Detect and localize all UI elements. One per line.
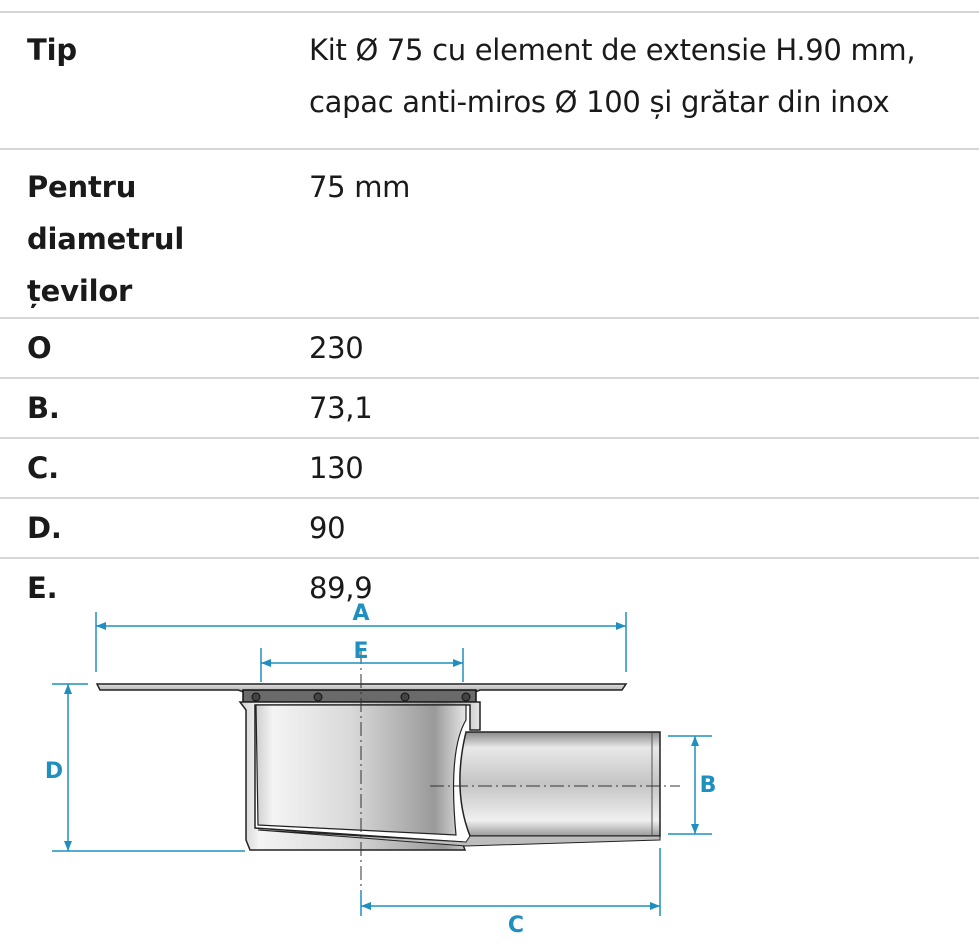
spec-value: 73,1	[309, 378, 979, 438]
spec-label: E.	[0, 558, 309, 617]
spec-row-tip	[0, 12, 979, 149]
spec-label	[0, 149, 309, 318]
dimension-label-c: C	[507, 913, 525, 938]
spec-label: C.	[0, 438, 309, 498]
dimension-d	[52, 684, 245, 851]
grate	[243, 690, 476, 702]
spec-value: 230	[309, 318, 979, 378]
spec-label: D.	[0, 498, 309, 558]
spec-value: 75 mm	[309, 149, 979, 318]
spec-row-pipe-diameter	[0, 149, 979, 318]
outlet-pipe	[460, 732, 660, 836]
spec-label: B.	[0, 378, 309, 438]
dimension-label-a: A	[352, 601, 370, 626]
spec-value-text: Kit Ø 75 cu element de extensie H.90 mm, capac anti-miros Ø 100 și grătar din inox	[309, 33, 916, 119]
grate-screw	[252, 693, 260, 701]
spec-label: Tip	[0, 12, 309, 149]
spec-label: O	[0, 318, 309, 378]
grate-screw	[462, 693, 470, 701]
grate-screw	[314, 693, 322, 701]
dimension-c	[361, 848, 660, 916]
spec-row-b	[0, 378, 979, 438]
grate-screw	[401, 693, 409, 701]
spec-value: 89,9	[309, 558, 979, 617]
spec-value: 130	[309, 438, 979, 498]
spec-row-c	[0, 438, 979, 498]
drain-dimension-diagram	[0, 590, 979, 946]
dimension-label-d: D	[44, 759, 64, 784]
spec-row-o	[0, 318, 979, 378]
dimension-label-e: E	[353, 639, 369, 664]
spec-value: 90	[309, 498, 979, 558]
dimension-label-b: B	[699, 773, 717, 798]
spec-table	[0, 11, 979, 617]
spec-row-d	[0, 498, 979, 558]
spec-label-text: Pentru diametrul țevilor	[27, 170, 185, 308]
spec-value	[309, 12, 979, 149]
